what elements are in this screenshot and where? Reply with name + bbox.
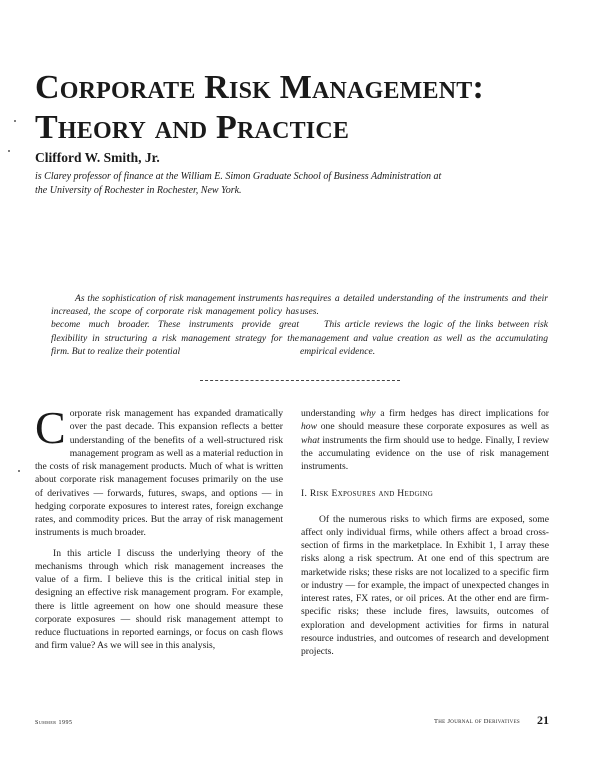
body-paragraph-3: Of the numerous risks to which firms are exposed, some affect only individual firms, while others affect a broad cross-section of firms in the marketplace. In Exhibit 1, I array these risks along a risk spectrum. At one end of this spectrum are marketwide risks; these risks are not localized to a specific firm or industry — for example, the impact of unexpected changes in interest rates, FX rates, or oil prices. At the other end are firm-specific risks; these include fires, lawsuits, outcomes of exploration and development activities for firms in natural resource industries, and outcomes of research and development projects.: [301, 513, 549, 657]
abstract-left-column: [51, 292, 299, 358]
emphasis: why: [360, 408, 376, 419]
author-affiliation: is Clarey professor of finance at the William E. Simon Graduate School of Business Administration at the University of Rochester in Rochester, New York.: [35, 171, 442, 196]
paragraph-text: orporate risk management has expanded dramatically over the past decade. This expansion reflects a better understanding of the benefits of a well-structured risk management program as well as a material reduction in the costs of risk management products. Much of what is written about corporate risk management focuses primarily on the use of derivatives — forwards, futures, swaps, and options — in hedging corporate exposures to interest rates, foreign exchange rates, and commodity prices. But the array of risk management instruments is much broader.: [35, 408, 283, 539]
body-paragraph-continuation: [301, 407, 549, 473]
body-paragraph-2: In this article I discuss the underlying theory of the mechanisms through which risk management increases the value of a firm. I believe this is the critical initial step in designing an effective risk management program. For example, there is little agreement on how one should measure these corporate exposures — should risk management attempt to reduce fluctuations in reported earnings, or focus on cash flows and firm value? As we will see in this analysis,: [35, 547, 283, 652]
title-line-1: Corporate Risk Management:: [35, 69, 484, 106]
article-title: [35, 68, 575, 148]
abstract-paragraph: This article reviews the logic of the links between risk management and value creation as well as the accumulating empirical evidence.: [300, 319, 548, 357]
scan-speck: [18, 470, 20, 472]
body-right-column: [301, 407, 549, 658]
text-segment: instruments the firm should use to hedge. Finally, I review the accumulating evidence on the use of risk management instruments.: [301, 434, 549, 472]
footer-journal-name: The Journal of Derivatives: [434, 718, 521, 725]
text-segment: understanding: [301, 408, 361, 419]
text-segment: one should measure these corporate exposures as well as: [317, 421, 549, 433]
emphasis: how: [301, 421, 317, 433]
text-segment: a firm hedges has direct implications for: [375, 408, 549, 419]
title-line-2: Theory and Practice: [35, 109, 350, 146]
body-paragraph-1: [35, 402, 283, 540]
page-number: 21: [537, 713, 549, 727]
section-heading: I. Risk Exposures and Hedging: [301, 488, 434, 500]
drop-cap: C: [35, 402, 66, 453]
abstract-continuation: requires a detailed understanding of the instruments and their uses.: [300, 293, 548, 318]
author-name: Clifford W. Smith, Jr.: [35, 150, 160, 165]
body-left-column: [35, 402, 283, 653]
abstract-paragraph: As the sophistication of risk management instruments has increased, the scope of corporate risk management policy has become much broader. These instruments provide great flexibility in structuring a risk management strategy for the firm. But to realize their potential: [51, 293, 299, 357]
section-divider: [200, 380, 400, 381]
abstract-right-column: [300, 292, 548, 358]
emphasis: what: [301, 434, 320, 446]
scan-speck: [8, 150, 10, 152]
footer-issue-date: Summer 1995: [35, 720, 73, 726]
scan-speck: [14, 120, 16, 122]
